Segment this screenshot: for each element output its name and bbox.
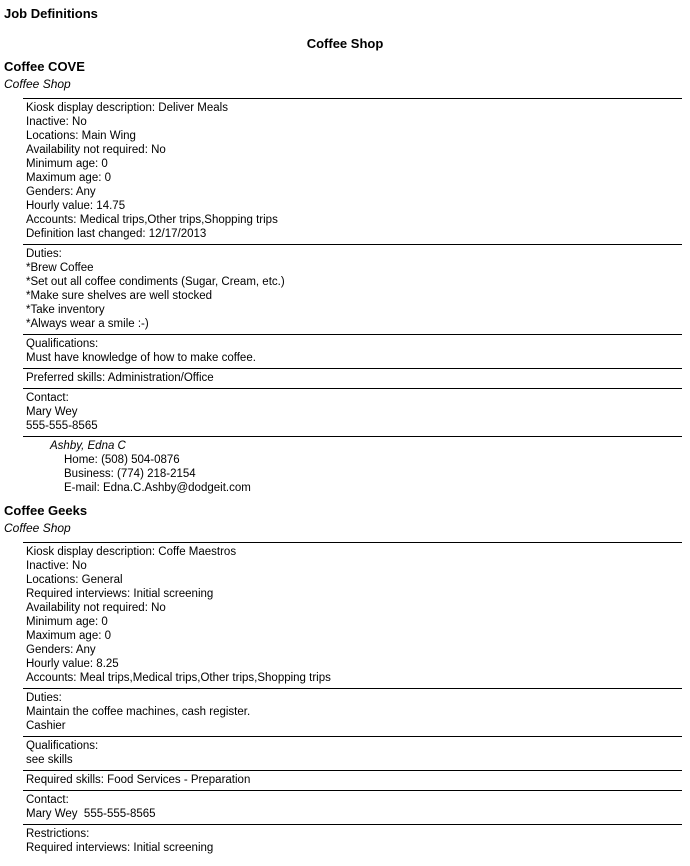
duties-line: Cashier [26,720,66,732]
job-category-coffee-cove: Coffee Shop [4,77,71,91]
job-title-coffee-cove: Coffee COVE [4,59,85,74]
contact-line: Contact: [26,392,69,404]
job-title-coffee-geeks: Coffee Geeks [4,503,88,518]
detail-line: Definition last changed: 12/17/2013 [26,228,207,240]
contact-person-home-phone: Home: (508) 504-0876 [64,454,180,466]
detail-line: Locations: General [26,574,123,586]
qualifications-line: Must have knowledge of how to make coffee. [26,352,256,364]
duties-line: *Set out all coffee condiments (Sugar, Cream, etc.) [26,276,285,288]
duties-line: *Take inventory [26,304,105,316]
detail-line: Kiosk display description: Deliver Meals [26,102,228,114]
job-skills-block [23,368,682,388]
detail-line: Inactive: No [26,116,87,128]
contact-line: 555-555-8565 [26,420,98,432]
detail-line: Availability not required: No [26,144,166,156]
contact-person-block [23,436,682,495]
job-contact-block [23,388,682,436]
contact-line: Contact: [26,794,69,806]
qualifications-line: see skills [26,754,73,766]
detail-line: Availability not required: No [26,602,166,614]
restrictions-line: Required interviews: Initial screening [26,842,214,854]
department-heading: Coffee Shop [306,36,384,51]
detail-line: Inactive: No [26,560,87,572]
detail-line: Genders: Any [26,644,96,656]
job-qualifications-block [23,334,682,368]
detail-line: Maximum age: 0 [26,630,112,642]
skills-line: Required skills: Food Services - Preparation [26,774,251,786]
duties-line: Duties: [26,692,62,704]
job-restrictions-block [23,824,682,858]
duties-line: *Brew Coffee [26,262,94,274]
restrictions-line: Restrictions: [26,828,90,840]
contact-person-name: Ashby, Edna C [50,440,126,452]
duties-line: Duties: [26,248,62,260]
job-category-coffee-geeks: Coffee Shop [4,521,71,535]
job-details-block [23,542,682,688]
job-skills-block [23,770,682,790]
page-title: Job Definitions [4,6,98,21]
detail-line: Maximum age: 0 [26,172,112,184]
detail-line: Minimum age: 0 [26,158,108,170]
detail-line: Kiosk display description: Coffe Maestros [26,546,237,558]
duties-line: *Make sure shelves are well stocked [26,290,212,302]
detail-line: Accounts: Medical trips,Other trips,Shopping trips [26,214,278,226]
contact-person-business-phone: Business: (774) 218-2154 [64,468,196,480]
job-qualifications-block [23,736,682,770]
detail-line: Required interviews: Initial screening [26,588,214,600]
job-details-block [23,98,682,244]
contact-line: Mary Wey [26,406,78,418]
qualifications-line: Qualifications: [26,338,99,350]
detail-line: Locations: Main Wing [26,130,136,142]
job-contact-block [23,790,682,824]
duties-line: *Always wear a smile :-) [26,318,149,330]
duties-line: Maintain the coffee machines, cash register. [26,706,251,718]
detail-line: Genders: Any [26,186,96,198]
detail-line: Accounts: Meal trips,Medical trips,Other trips,Shopping trips [26,672,331,684]
skills-line: Preferred skills: Administration/Office [26,372,214,384]
job-duties-block [23,244,682,334]
job-duties-block [23,688,682,736]
detail-line: Minimum age: 0 [26,616,108,628]
detail-line: Hourly value: 8.25 [26,658,119,670]
contact-line: Mary Wey 555-555-8565 [26,808,156,820]
contact-person-email: E-mail: Edna.C.Ashby@dodgeit.com [64,482,251,494]
detail-line: Hourly value: 14.75 [26,200,126,212]
qualifications-line: Qualifications: [26,740,99,752]
